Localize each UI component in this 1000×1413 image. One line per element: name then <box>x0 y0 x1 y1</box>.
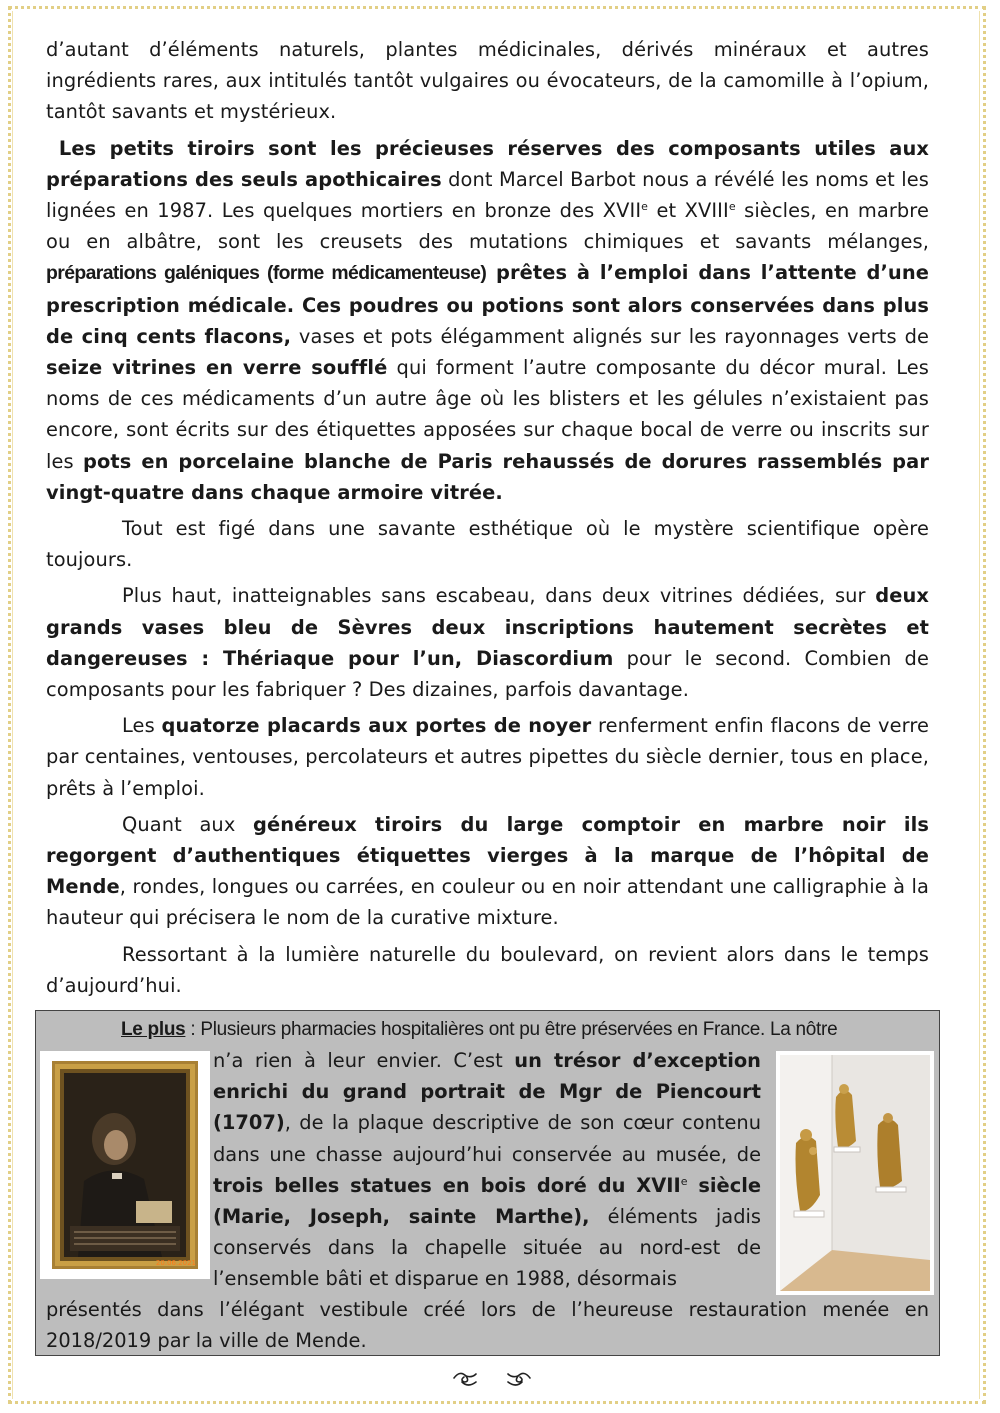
paragraph-counter <box>46 809 929 934</box>
text: renferment enfin flacons de verre par centaines, ventouses, percolateurs et autres pipettes du siècle dernier, tous en place, prêts à l’emploi. <box>46 714 930 800</box>
text: siècles, en marbre ou en albâtre, sont les creusets des mutations chimiques et savants mélanges, <box>46 199 929 254</box>
bold-text: préparations galéniques (forme médicamenteuse) <box>46 262 487 285</box>
paragraph-cupboards <box>46 710 929 804</box>
statues-image <box>780 1055 930 1291</box>
portrait-painting-image <box>52 1061 198 1269</box>
bold-text: prêtes à l’emploi dans l’attente d’une prescription médicale. Ces poudres ou potions sont alors conservées dans plus de cinq cents flacons, <box>46 261 929 348</box>
superscript: e <box>680 1174 688 1188</box>
text: dont Marcel Barbot nous a révélé les noms et les lignées en 1987. Les quelques mortiers en bronze des XVII <box>46 167 930 223</box>
photo-date-stamp: 20.06.2021 <box>155 1259 196 1267</box>
text: Plus haut, inatteignables sans escabeau, dans deux vitrines dédiées, sur <box>122 584 876 608</box>
bold-text: siècle (Marie, Joseph, sainte Marthe), <box>213 1173 762 1229</box>
text: d’autant d’éléments naturels, plantes médicinales, dérivés minéraux et autres ingrédients rares, aux intitulés tantôt vulgaires ou évocateurs, de la camomille à l’opium, tantôt savants et mystérieux. <box>46 38 929 124</box>
text: , rondes, longues ou carrées, en couleur ou en noir attendant une calligraphie à la hauteur qui précisera le nom de la curative mixture. <box>46 875 929 930</box>
bold-text: trois belles statues en bois doré du XVII <box>213 1173 681 1197</box>
statues-photo <box>776 1051 934 1295</box>
bold-text: un trésor d’exception enrichi du grand portrait de Mgr de Piencourt (1707) <box>213 1049 761 1135</box>
box-middle-text <box>213 1045 761 1295</box>
le-plus-box <box>35 1010 940 1356</box>
text: vases et pots élégamment alignés sur les rayonnages verts de <box>291 324 930 348</box>
text: n’a rien à leur envier. C’est <box>213 1049 515 1072</box>
box-label: Le plus <box>121 1019 186 1040</box>
text: Quant aux <box>122 812 254 836</box>
paragraph-vestibule <box>46 1294 929 1356</box>
bold-text: quatorze placards aux portes de noyer <box>161 714 592 738</box>
bold-text: Les petits tiroirs sont les précieuses réserves des composants utiles aux préparations des seuls apothicaires <box>46 136 930 191</box>
article-body <box>46 34 929 1006</box>
portrait-photo <box>40 1051 210 1279</box>
superscript: e <box>641 200 649 214</box>
text: : Plusieurs pharmacies hospitalières ont pu être préservées en France. La nôtre <box>185 1019 838 1040</box>
paragraph-aesthetic <box>46 513 929 575</box>
paragraph-tresor <box>213 1045 761 1295</box>
paragraph-exit <box>46 939 929 1001</box>
text: Les <box>122 714 162 738</box>
bold-text: deux grands vases bleu de Sèvres deux inscriptions hautement secrètes et dangereuses : Thériaque pour l’un, Diascordium <box>46 584 929 670</box>
superscript: e <box>728 200 736 214</box>
text: et XVIII <box>648 199 729 223</box>
bold-text: seize vitrines en verre soufflé <box>46 356 388 380</box>
text: éléments jadis conservés dans la chapelle située au nord-est de l’ensemble bâti et disparue en 1988, désormais <box>213 1205 761 1291</box>
box-bottom-text <box>46 1294 929 1356</box>
paragraph-drawers <box>46 133 929 508</box>
bold-text: généreux tiroirs du large comptoir en marbre noir ils regorgent d’authentiques étiquettes vierges à la marque de l’hôpital de Mende <box>46 812 929 899</box>
box-first-line <box>121 1014 929 1045</box>
text: Ressortant à la lumière naturelle du boulevard, on revient alors dans le temps d’aujourd’hui. <box>46 942 929 997</box>
text: , de la plaque descriptive de son cœur contenu dans une chasse aujourd’hui conservée au musée, de <box>213 1111 761 1166</box>
paragraph-intro <box>46 34 929 128</box>
end-ornament-icon <box>452 1366 532 1390</box>
text: Tout est figé dans une savante esthétique où le mystère scientifique opère toujours. <box>46 517 929 572</box>
bold-text: pots en porcelaine blanche de Paris rehaussés de dorures rassemblés par vingt-quatre dans chaque armoire vitrée. <box>46 449 930 504</box>
text: pour le second. Combien de composants pour les fabriquer ? Des dizaines, parfois davantage. <box>46 646 929 702</box>
text: présentés dans l’élégant vestibule créé lors de l’heureuse restauration menée en 2018/2019 par la ville de Mende. <box>46 1298 929 1353</box>
paragraph-vases <box>46 580 929 705</box>
text: qui forment l’autre composante du décor mural. Les noms de ces médicaments d’un autre âge où les blisters et les gélules n’existaient pas encore, sont écrits sur des étiquettes apposées sur chaque bocal de verre ou inscrits sur les <box>46 356 929 473</box>
